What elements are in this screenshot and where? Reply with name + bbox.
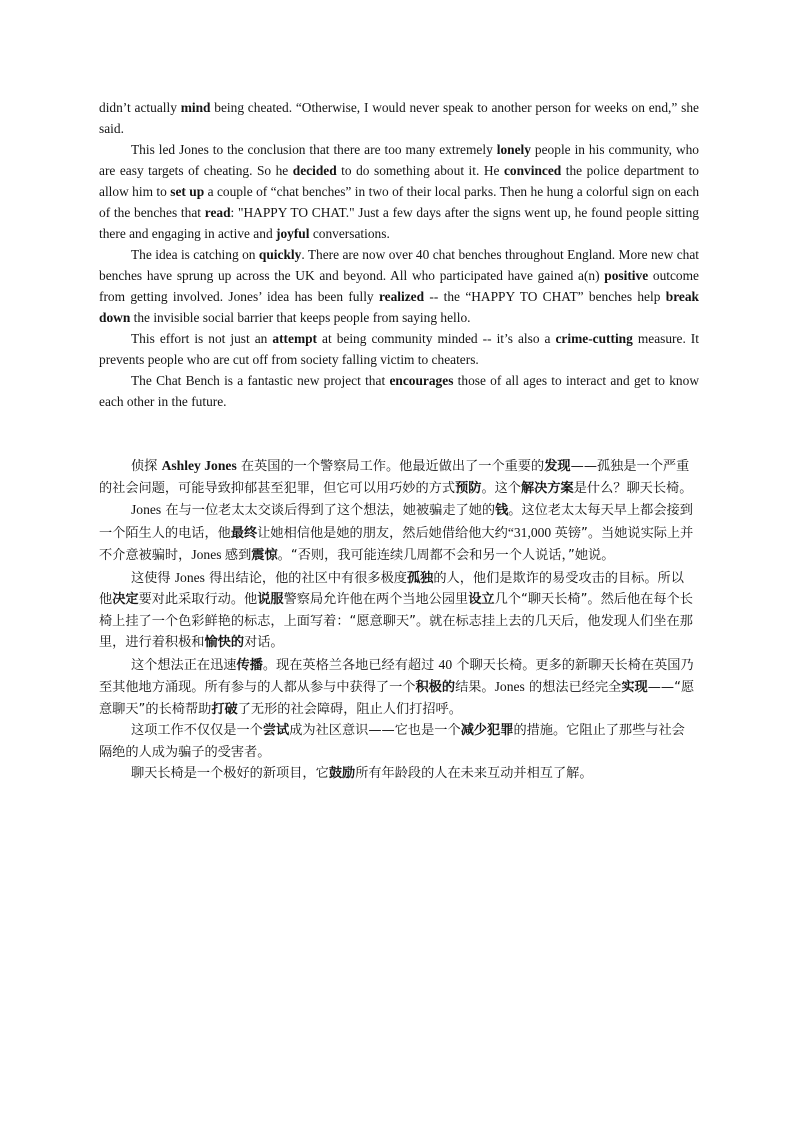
text-run: 对话。 bbox=[244, 635, 284, 650]
english-paragraph-5 bbox=[99, 370, 699, 412]
chinese-paragraph-6 bbox=[99, 763, 695, 785]
text-run: . There are now over 40 chat benches throughout England. More new chat benches have sprung up across the UK and beyond. All who participated have gained a(n) bbox=[99, 247, 700, 283]
keyword: mind bbox=[180, 100, 211, 115]
text-run: 侦探 bbox=[131, 459, 162, 474]
keyword: 解决方案 bbox=[521, 480, 574, 496]
name: Jones bbox=[131, 502, 162, 517]
keyword: positive bbox=[604, 268, 649, 283]
keyword: 减少犯罪 bbox=[460, 723, 514, 738]
text-run: the police department to allow him to bbox=[99, 163, 699, 199]
text-run: 这项工作不仅仅是一个 bbox=[131, 723, 263, 738]
text-run: a couple of “chat benches” in two of their local parks. Then he hung a colorful sign on each of the benches that bbox=[99, 184, 700, 220]
name: Jones bbox=[174, 569, 205, 585]
text-run: 在英国的一个警察局工作。他最近做出了一个重要的 bbox=[236, 459, 545, 474]
keyword: lonely bbox=[496, 142, 531, 157]
text-run: didn’t actually bbox=[99, 100, 181, 115]
keyword: 鼓励 bbox=[328, 766, 356, 781]
name: Jones bbox=[494, 679, 525, 694]
text-run: 聊天长椅是一个极好的新项目，它 bbox=[131, 766, 329, 781]
text-run: The Chat Bench is a fantastic new project that bbox=[131, 373, 390, 388]
chinese-paragraph-3 bbox=[99, 567, 695, 654]
text-run: 所有年龄段的人在未来互动并相互了解。 bbox=[355, 766, 593, 781]
text-run: -- the “HAPPY TO CHAT” benches help bbox=[424, 289, 666, 304]
number: 40 bbox=[438, 656, 453, 672]
text-run: 成为社区意识——它也是一个 bbox=[289, 723, 461, 738]
text-run: outcome from getting involved. Jones’ idea has been fully bbox=[99, 268, 699, 304]
text-run: measure. It prevents people who are cut off from society falling victim to cheaters. bbox=[99, 331, 699, 367]
keyword: 决定 bbox=[112, 592, 139, 607]
chinese-paragraph-4 bbox=[99, 654, 695, 721]
text-run: 结果。 bbox=[455, 680, 495, 695]
chinese-paragraph-2 bbox=[99, 499, 695, 567]
keyword: 打破 bbox=[211, 701, 238, 717]
chinese-translation bbox=[99, 455, 695, 785]
text-run: 让她相信他是她的朋友，然后她借给他大约 bbox=[257, 525, 508, 541]
keyword: 钱 bbox=[495, 503, 509, 518]
keyword: 震惊 bbox=[251, 548, 278, 563]
text-run: ——“愿意聊天”的长椅帮助 bbox=[99, 680, 695, 717]
text-run: 英镑”。当她说实际上并不介意被骗时， bbox=[99, 525, 694, 563]
keyword: 预防 bbox=[455, 480, 482, 496]
text-run: the invisible social barrier that keeps people from saying hello. bbox=[130, 310, 471, 325]
text-run: 。这个 bbox=[481, 480, 521, 496]
english-paragraph-4 bbox=[99, 328, 699, 370]
text-run: : "HAPPY TO CHAT." Just a few days after the signs went up, he found people sitting there and engaging in active and bbox=[99, 205, 699, 241]
text-run: at being community minded -- it’s also a bbox=[317, 331, 556, 346]
text-run: 的措施。它阻止了那些与社会隔绝的人成为骗子的受害者。 bbox=[99, 723, 685, 760]
keyword: read bbox=[204, 205, 231, 220]
keyword: decided bbox=[292, 163, 337, 178]
text-run: 。“否则，我可能连续几周都不会和另一个人说话，”她说。 bbox=[277, 548, 615, 563]
text-run: The idea is catching on bbox=[131, 247, 259, 262]
keyword: 传播 bbox=[236, 657, 263, 673]
text-run: 这个想法正在迅速 bbox=[131, 657, 237, 673]
keyword: 设立 bbox=[468, 592, 495, 607]
text-run: 。这位老太太每天早上都会接到一个陌生人的电话，他 bbox=[99, 503, 693, 541]
name: Jones bbox=[191, 547, 225, 562]
text-run: to do something about it. He bbox=[336, 163, 504, 178]
keyword: convinced bbox=[503, 163, 562, 178]
text-run: 在与一位老太太交谈后得到了这个想法，她被骗走了她的 bbox=[161, 503, 496, 518]
text-run: 警察局允许他在两个当地公园里 bbox=[283, 592, 469, 607]
keyword: joyful bbox=[275, 226, 310, 241]
keyword: crime-cutting bbox=[555, 331, 633, 346]
text-run: those of all ages to interact and get to know each other in the future. bbox=[99, 373, 699, 409]
keyword: attempt bbox=[272, 331, 318, 346]
keyword: 愉快的 bbox=[204, 635, 245, 650]
text-run: ——孤独是一个严重的社会问题，可能导致抑郁甚至犯罪，但它可以用巧妙的方式 bbox=[99, 459, 690, 496]
text-run: 几个“聊天长椅”。然后他在每个长椅上挂了一个色彩鲜艳的标志，上面写着：“愿意聊天”。就在标志挂上去的几天后，他发现人们坐在那里，进行着积极和 bbox=[99, 592, 693, 650]
keyword: set up bbox=[170, 184, 205, 199]
chinese-paragraph-1 bbox=[99, 455, 695, 499]
keyword: realized bbox=[378, 289, 425, 304]
chinese-paragraph-5 bbox=[99, 720, 695, 763]
text-run: 。现在英格兰各地已经有超过 bbox=[262, 657, 439, 673]
english-passage bbox=[99, 97, 699, 412]
text-run: 的想法已经完全 bbox=[524, 680, 622, 695]
keyword: quickly bbox=[258, 247, 302, 262]
english-paragraph-2 bbox=[99, 139, 699, 244]
text-run: 感到 bbox=[224, 548, 252, 563]
keyword: 说服 bbox=[257, 592, 284, 607]
keyword: 实现 bbox=[621, 680, 648, 695]
text-run: being cheated. “Otherwise, I would never speak to another person for weeks on end,” she said. bbox=[99, 100, 699, 136]
english-paragraph-1 bbox=[99, 97, 699, 139]
name: Ashley Jones bbox=[161, 458, 237, 473]
text-run: 这使得 bbox=[131, 570, 175, 586]
text-run: 要对此采取行动。他 bbox=[138, 592, 258, 607]
text-run: This led Jones to the conclusion that there are too many extremely bbox=[131, 142, 497, 157]
keyword: 尝试 bbox=[262, 723, 290, 738]
text-run: 的人，他们是欺诈的易受攻击的目标。所以他 bbox=[99, 570, 684, 607]
text-run: 个聊天长椅。更多的新聊天长椅在英国乃至其他地方涌现。所有参与的人都从参与中获得了一个 bbox=[99, 657, 694, 695]
keyword: encourages bbox=[389, 373, 454, 388]
text-run: 得出结论，他的社区中有很多极度 bbox=[204, 570, 407, 586]
text-run: people in his community, who are easy targets of cheating. So he bbox=[99, 142, 700, 178]
keyword: 孤独 bbox=[407, 570, 434, 586]
text-run: 是什么？聊天长椅。 bbox=[573, 480, 693, 496]
text-run: conversations. bbox=[309, 226, 390, 241]
keyword: 积极的 bbox=[415, 680, 456, 695]
text-run: 了无形的社会障碍，阻止人们打招呼。 bbox=[237, 701, 462, 717]
keyword: 发现 bbox=[544, 459, 571, 474]
keyword: break down bbox=[99, 289, 699, 325]
keyword: 最终 bbox=[230, 525, 258, 541]
english-paragraph-3 bbox=[99, 244, 699, 328]
amount: “31,000 bbox=[507, 524, 555, 540]
text-run: This effort is not just an bbox=[131, 331, 273, 346]
